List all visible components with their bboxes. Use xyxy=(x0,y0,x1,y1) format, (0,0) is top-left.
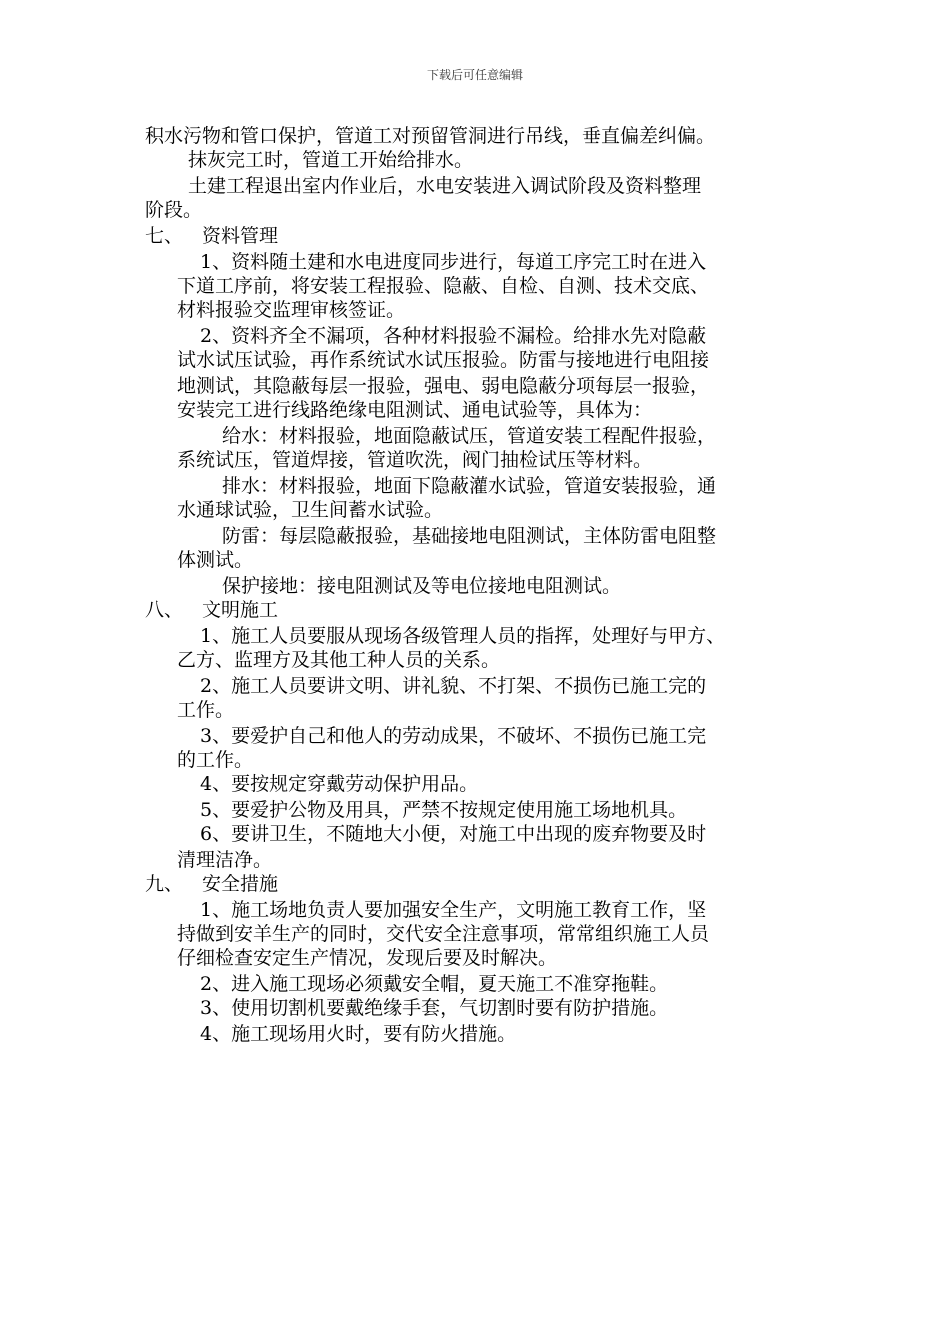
paragraph-line: 材料报验交监理审核签证。 xyxy=(177,299,406,321)
section-number: 七、 xyxy=(145,225,184,247)
paragraph-line: 持做到安羊生产的同时，交代安全注意事项，常常组织施工人员 xyxy=(177,923,710,945)
section-title: 资料管理 xyxy=(202,225,279,247)
paragraph-line: 3、要爱护自己和他人的劳动成果，不破坏、不损伤已施工完 xyxy=(200,725,707,747)
paragraph-line: 积水污物和管口保护，管道工对预留管洞进行吊线，垂直偏差纠偏。 xyxy=(145,125,716,147)
paragraph-line: 下道工序前，将安装工程报验、隐蔽、自检、自测、技术交底、 xyxy=(177,275,710,297)
paragraph-line: 6、要讲卫生，不随地大小便，对施工中出现的废弃物要及时 xyxy=(200,823,707,845)
paragraph-line: 的工作。 xyxy=(177,749,254,771)
section-number: 九、 xyxy=(145,873,184,895)
paragraph-line: 抹灰完工时，管道工开始给排水。 xyxy=(188,149,474,171)
paragraph-line: 2、进入施工现场必须戴安全帽，夏天施工不准穿拖鞋。 xyxy=(200,973,669,995)
section-heading-9 xyxy=(145,872,278,896)
paragraph-line: 体测试。 xyxy=(177,549,254,571)
paragraph-line: 3、使用切割机要戴绝缘手套，气切割时要有防护措施。 xyxy=(200,997,669,1019)
paragraph-line: 地测试，其隐蔽每层一报验，强电、弱电隐蔽分项每层一报验， xyxy=(177,375,710,397)
paragraph-line: 保护接地：接电阻测试及等电位接地电阻测试。 xyxy=(222,575,622,597)
section-title: 安全措施 xyxy=(202,873,279,895)
page-header: 下载后可任意编辑 xyxy=(426,68,523,82)
paragraph-line: 2、施工人员要讲文明、讲礼貌、不打架、不损伤已施工完的 xyxy=(200,675,707,697)
paragraph-line: 安装完工进行线路绝缘电阻测试、通电试验等，具体为： xyxy=(177,399,653,421)
paragraph-line: 阶段。 xyxy=(145,199,203,221)
paragraph-line: 1、施工人员要服从现场各级管理人员的指挥，处理好与甲方、 xyxy=(200,625,726,647)
section-heading-7 xyxy=(145,224,278,248)
paragraph-line: 5、要爱护公物及用具，严禁不按规定使用施工场地机具。 xyxy=(200,799,688,821)
paragraph-line: 1、资料随土建和水电进度同步进行，每道工序完工时在进入 xyxy=(200,251,707,273)
paragraph-line: 系统试压，管道焊接，管道吹洗，阀门抽检试压等材料。 xyxy=(177,449,653,471)
paragraph-line: 乙方、监理方及其他工种人员的关系。 xyxy=(177,649,501,671)
paragraph-line: 清理洁净。 xyxy=(177,849,273,871)
paragraph-line: 仔细检查安定生产情况，发现后要及时解决。 xyxy=(177,947,558,969)
paragraph-line: 给水：材料报验，地面隐蔽试压，管道安装工程配件报验， xyxy=(222,425,717,447)
paragraph-line: 试水试压试验，再作系统试水试压报验。防雷与接地进行电阻接 xyxy=(177,349,710,371)
paragraph-line: 防雷：每层隐蔽报验，基础接地电阻测试，主体防雷电阻整 xyxy=(222,525,717,547)
paragraph-line: 2、资料齐全不漏项，各种材料报验不漏检。给排水先对隐蔽 xyxy=(200,325,707,347)
section-title: 文明施工 xyxy=(202,599,279,621)
section-number: 八、 xyxy=(145,599,184,621)
paragraph-line: 1、施工场地负责人要加强安全生产，文明施工教育工作，坚 xyxy=(200,899,707,921)
paragraph-line: 土建工程退出室内作业后，水电安装进入调试阶段及资料整理 xyxy=(188,175,702,197)
paragraph-line: 工作。 xyxy=(177,699,235,721)
paragraph-line: 4、要按规定穿戴劳动保护用品。 xyxy=(200,773,479,795)
section-heading-8 xyxy=(145,598,278,622)
paragraph-line: 水通球试验，卫生间蓄水试验。 xyxy=(177,499,444,521)
paragraph-line: 4、施工现场用火时，要有防火措施。 xyxy=(200,1023,517,1045)
paragraph-line: 排水：材料报验，地面下隐蔽灌水试验，管道安装报验，通 xyxy=(222,475,717,497)
